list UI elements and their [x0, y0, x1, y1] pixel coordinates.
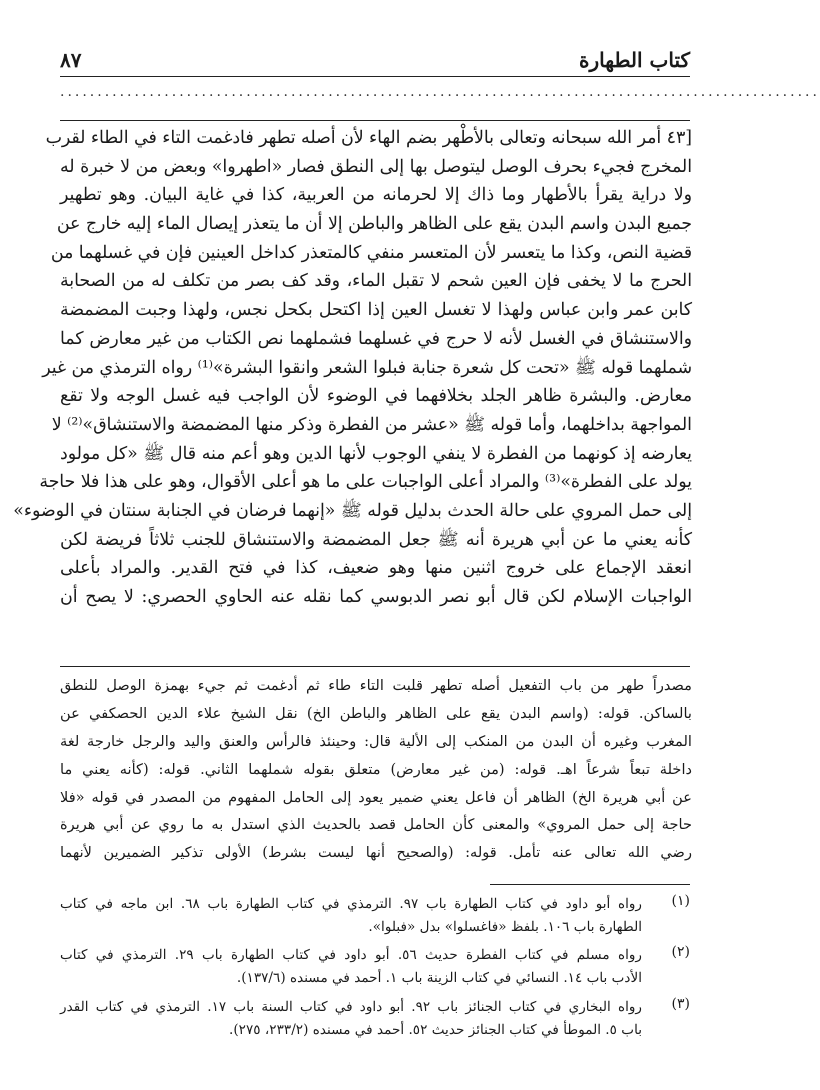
main-line: الواجبات الإسلام لكن قال أبو نصر الدبوسي كما نقله عنه الحاوي الحصري: لا يصح أن [60, 587, 692, 607]
main-top-rule [60, 120, 690, 121]
main-line: المخرج فجيء بحرف الوصل ليتوصل بها إلى النطق فصار «اطهروا» وبعض من لا خبرة له [60, 156, 692, 177]
footnote-rule [490, 884, 690, 885]
commentary-rule [60, 666, 690, 667]
commentary-line: بالساكن. قوله: (واسم البدن يقع على الظاهر والباطن الخ) نقل الشيخ علاء الدين الحصكفي عن [60, 704, 692, 722]
main-line: شملهما قوله ﷺ «تحت كل شعرة جنابة فبلوا الشعر وانقوا البشرة»⁽¹⁾ رواه الترمذي من غير [42, 357, 692, 378]
header-rule [60, 76, 690, 77]
footnote-number: (٣) [671, 996, 690, 1012]
page-number: ٨٧ [60, 48, 82, 72]
footnote [60, 893, 692, 938]
commentary-line: المغرب وغيره أن البدن من المنكب إلى الألية قال: وحينئذ فالرأس والعنق واليد والرجل خارجة لغة [60, 732, 692, 750]
footnote-number: (١) [671, 893, 690, 909]
commentary-line: داخلة تبعاً شرعاً اهـ. قوله: (من غير معارض) متعلق بقوله شملهما الثاني. قوله: (كأنه يعني ما [60, 760, 692, 778]
dotted-separator: ...................................................................................................... [60, 84, 820, 100]
main-line: كابن عمر وابن عباس ولهذا لا تغسل العين إذا اكتحل بكحل نجس، ولهذا وجبت المضمضة [60, 300, 692, 321]
main-line: يولد على الفطرة»⁽³⁾ والمراد أعلى الواجبات على ما هو أعلى الأقوال، وهو على هذا فلا حاجة [39, 472, 692, 493]
footnote-line: باب ٥. الموطأ في كتاب الجنائز حديث ٥٢. أحمد في مسنده (٢٣٣/٢، ٢٧٥). [229, 1021, 642, 1038]
commentary-text [60, 672, 692, 867]
main-line: جميع البدن واسم البدن يقع على الظاهر والباطن إلا أن ما يتعذر إيصال الماء إليه خارج عن [56, 214, 692, 235]
footnote [60, 944, 692, 989]
main-line: إلى حمل المروي على حالة الحدث بدليل قوله ﷺ «إنهما فرضان في الجنابة سنتان في الوضوء» [13, 500, 692, 521]
main-line: المواجهة بداخلهما، وأما قوله ﷺ «عشر من الفطرة وذكر منها المضمضة والاستنشاق»⁽²⁾ لا [51, 414, 692, 435]
commentary-line: عن أبي هريرة الخ) الظاهر أن فاعل يعني ضمير يعود إلى الحامل المفهوم من المصدر في قوله «فلا [60, 788, 692, 806]
main-line: معارض. والبشرة ظاهر الجلد بخلافهما في الوضوء لأن الواجب فيه غسل الوجه ولا تقع [60, 386, 692, 407]
main-line: انعقد الإجماع على خروج اثنين منها وهو ضعيف، كذا في فتح القدير. والمراد بأعلى [60, 558, 692, 579]
main-line: الحرج ما لا يخفى فإن العين شحم لا تقبل الماء، وقد كف بصر من تكلف له من الصحابة [60, 271, 692, 292]
main-line: والاستنشاق في الغسل لأنه لا حرج في غسلهما فشملهما نص الكتاب من غير معارض كما [60, 328, 692, 349]
main-line: [٤٣ أمر الله سبحانه وتعالى بالأطْهر بضم الهاء لأن أصله تطهر فادغمت التاء في الطاء لقرب [45, 128, 692, 148]
footnote-line: رواه أبو داود في كتاب الطهارة باب ٩٧. الترمذي في كتاب الطهارة باب ٦٨. ابن ماجه في كتاب [60, 896, 642, 912]
main-line: يعارضه إذ كونهما من الفطرة لا ينفي الوجوب لأنها الدين وهو أعم منه قال ﷺ «كل مولود [60, 443, 692, 464]
chapter-title: كتاب الطهارة [579, 48, 690, 72]
main-line: كأنه يعني ما عن أبي هريرة أنه ﷺ جعل المضمضة والاستنشاق للجنب ثلاثاً فريضة لكن [60, 529, 692, 550]
footnote-line: الطهارة باب ١٠٦. بلفظ «فاغسلوا» بدل «فبلوا». [368, 918, 642, 935]
footnote-line: رواه البخاري في كتاب الجنائز باب ٩٢. أبو داود في كتاب السنة باب ١٧. الترمذي في كتاب القدر [60, 999, 642, 1015]
main-text [13, 124, 692, 612]
footnote-line: رواه مسلم في كتاب الفطرة حديث ٥٦. أبو داود في كتاب الطهارة باب ٢٩. الترمذي في كتاب [60, 947, 642, 963]
footnote-line: الأدب باب ١٤. النسائي في كتاب الزينة باب ١. أحمد في مسنده (١٣٧/٦). [236, 969, 642, 986]
commentary-line: رضي الله تعالى عنه تأمل. قوله: (والصحيح أنها ليست بشرط) الأولى تذكير الضميرين لأنهما [60, 844, 692, 862]
commentary-line: مصدراً طهر من باب التفعيل أصله تطهر قلبت التاء طاء ثم أدغمت ثم جيء بهمزة الوصل للنطق [60, 677, 692, 694]
commentary-line: حاجة إلى حمل المروي» والمعنى كأن الحامل قصد بالحديث الذي استدل به ما روي عن أبي هريرة [60, 816, 692, 834]
footnote [60, 996, 692, 1041]
main-line: قضية النص، وكذا ما يتعسر لأن المتعسر منفي كالمتعذر كداخل العينين فإن في غسلهما من [50, 242, 692, 263]
main-line: ولا دراية يقرأ بالأطهار وما ذاك إلا لحرمانه من العربية، كذا في غاية البيان. وهو تطهير [60, 185, 692, 206]
footnote-number: (٢) [671, 944, 690, 960]
